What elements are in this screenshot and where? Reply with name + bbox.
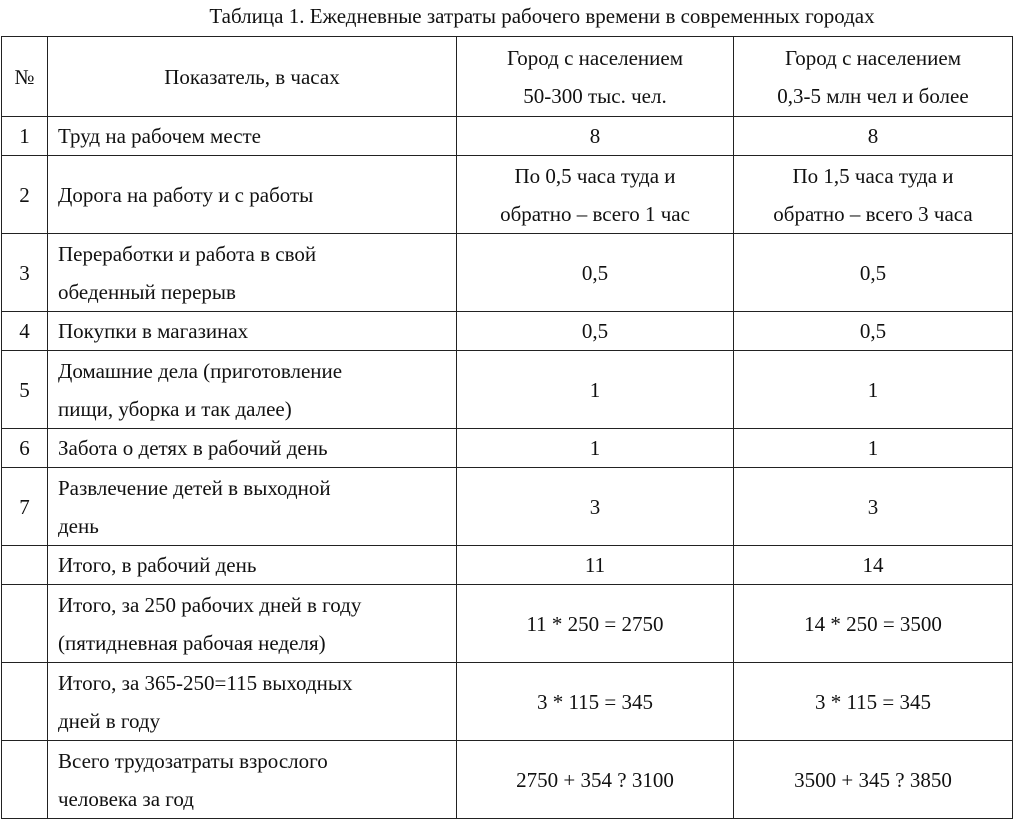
table-row	[2, 351, 1013, 429]
city-small-value-cell-line: 0,5	[581, 260, 609, 285]
table-header-row	[2, 37, 1013, 117]
city-small-value-cell	[457, 741, 734, 819]
indicator-cell-line: пищи, уборка и так далее)	[58, 396, 292, 421]
indicator-cell	[48, 741, 457, 819]
indicator-cell-line: (пятидневная рабочая неделя)	[58, 630, 326, 655]
indicator-cell-line: Покупки в магазинах	[58, 319, 249, 343]
indicator-cell	[48, 546, 457, 585]
table-row	[2, 741, 1013, 819]
indicator-cell-line: Переработки и работа в свой	[58, 241, 317, 266]
city-large-value-cell-line: 0,5	[859, 260, 887, 285]
table-row	[2, 585, 1013, 663]
indicator-cell	[48, 312, 457, 351]
indicator-cell	[48, 234, 457, 312]
header-indicator: Показатель, в часах	[48, 37, 457, 117]
city-small-value-cell-line: 0,5	[581, 319, 609, 343]
city-small-value-cell-line: 3 * 115 = 345	[536, 689, 654, 714]
city-large-value-cell	[734, 312, 1013, 351]
row-number-cell	[2, 741, 48, 819]
header-city-small	[457, 37, 734, 117]
table-caption: Таблица 1. Ежедневные затраты рабочего времени в современных городах	[209, 4, 875, 28]
city-small-value-cell	[457, 156, 734, 234]
city-small-value-cell	[457, 468, 734, 546]
city-large-value-cell-line: 14 * 250 = 3500	[804, 611, 942, 636]
indicator-cell	[48, 585, 457, 663]
table-row	[2, 546, 1013, 585]
city-large-value-cell	[734, 741, 1013, 819]
indicator-cell-line: Итого, за 250 рабочих дней в году	[58, 592, 362, 617]
indicator-cell	[48, 351, 457, 429]
header-city-small-line: Город с населением	[506, 45, 684, 70]
city-small-value-cell-line: 11 * 250 = 2750	[526, 611, 664, 636]
city-small-value-cell-line: 1	[589, 377, 601, 402]
table-body	[2, 117, 1013, 819]
city-small-value-cell-line: 11	[584, 553, 606, 577]
row-number-cell: 6	[2, 429, 48, 468]
table-row	[2, 117, 1013, 156]
city-large-value-cell-line: 14	[862, 553, 884, 577]
city-small-value-cell	[457, 351, 734, 429]
indicator-cell	[48, 117, 457, 156]
table-row	[2, 468, 1013, 546]
city-large-value-cell	[734, 234, 1013, 312]
city-small-value-cell-line: 1	[589, 436, 601, 460]
row-number-cell: 5	[2, 351, 48, 429]
city-large-value-cell	[734, 585, 1013, 663]
city-large-value-cell-line: 3500 + 345 ? 3850	[794, 767, 952, 792]
city-large-value-cell-line: 1	[867, 377, 879, 402]
header-city-small-line: 50-300 тыс. чел.	[523, 83, 667, 108]
indicator-cell	[48, 429, 457, 468]
row-number-cell	[2, 546, 48, 585]
city-large-value-cell-line: 1	[867, 436, 879, 460]
city-large-value-cell-line: 3 * 115 = 345	[814, 689, 932, 714]
indicator-cell	[48, 156, 457, 234]
indicator-cell-line: Всего трудозатраты взрослого	[58, 748, 328, 773]
table-row	[2, 312, 1013, 351]
city-large-value-cell	[734, 351, 1013, 429]
row-number-cell: 1	[2, 117, 48, 156]
city-large-value-cell-line: 3	[867, 494, 879, 519]
indicator-cell-line: Домашние дела (приготовление	[58, 358, 343, 383]
row-number-cell	[2, 663, 48, 741]
indicator-cell-line: Дорога на работу и с работы	[58, 182, 314, 207]
city-small-value-cell	[457, 312, 734, 351]
city-small-value-cell	[457, 117, 734, 156]
city-large-value-cell-line: 0,5	[859, 319, 887, 343]
city-large-value-cell	[734, 156, 1013, 234]
row-number-cell	[2, 585, 48, 663]
city-large-value-cell	[734, 546, 1013, 585]
table-row	[2, 234, 1013, 312]
city-small-value-cell	[457, 234, 734, 312]
work-time-table	[1, 36, 1013, 819]
header-city-large-line: Город с населением	[784, 45, 962, 70]
indicator-cell-line: Труд на рабочем месте	[58, 124, 262, 148]
city-large-value-cell	[734, 429, 1013, 468]
city-small-value-cell	[457, 429, 734, 468]
table-row	[2, 429, 1013, 468]
row-number-cell: 2	[2, 156, 48, 234]
city-large-value-cell-line: 8	[867, 124, 879, 148]
city-large-value-cell	[734, 663, 1013, 741]
indicator-cell-line: дней в году	[58, 708, 161, 733]
row-number-cell: 7	[2, 468, 48, 546]
city-small-value-cell-line: 3	[589, 494, 601, 519]
indicator-cell-line: обеденный перерыв	[58, 279, 236, 304]
header-city-large-line: 0,3-5 млн чел и более	[777, 83, 969, 108]
row-number-cell: 3	[2, 234, 48, 312]
indicator-cell	[48, 468, 457, 546]
city-small-value-cell-line: По 0,5 часа туда и	[514, 163, 676, 188]
city-large-value-cell-line: обратно – всего 3 часа	[773, 201, 973, 226]
indicator-cell-line: Забота о детях в рабочий день	[58, 436, 328, 460]
header-num: №	[2, 37, 48, 117]
indicator-cell-line: Итого, за 365-250=115 выходных	[58, 670, 353, 695]
city-small-value-cell-line: 2750 + 354 ? 3100	[516, 767, 674, 792]
row-number-cell: 4	[2, 312, 48, 351]
indicator-cell-line: Развлечение детей в выходной	[58, 475, 331, 500]
city-small-value-cell-line: 8	[589, 124, 601, 148]
indicator-cell-line: день	[58, 513, 99, 538]
table-row	[2, 156, 1013, 234]
city-small-value-cell	[457, 585, 734, 663]
city-small-value-cell	[457, 663, 734, 741]
city-large-value-cell	[734, 117, 1013, 156]
indicator-cell-line: человека за год	[58, 786, 194, 811]
indicator-cell-line: Итого, в рабочий день	[58, 553, 257, 577]
city-large-value-cell	[734, 468, 1013, 546]
table-row	[2, 663, 1013, 741]
city-small-value-cell	[457, 546, 734, 585]
header-city-large	[734, 37, 1013, 117]
city-small-value-cell-line: обратно – всего 1 час	[500, 201, 690, 226]
indicator-cell	[48, 663, 457, 741]
city-large-value-cell-line: По 1,5 часа туда и	[792, 163, 954, 188]
